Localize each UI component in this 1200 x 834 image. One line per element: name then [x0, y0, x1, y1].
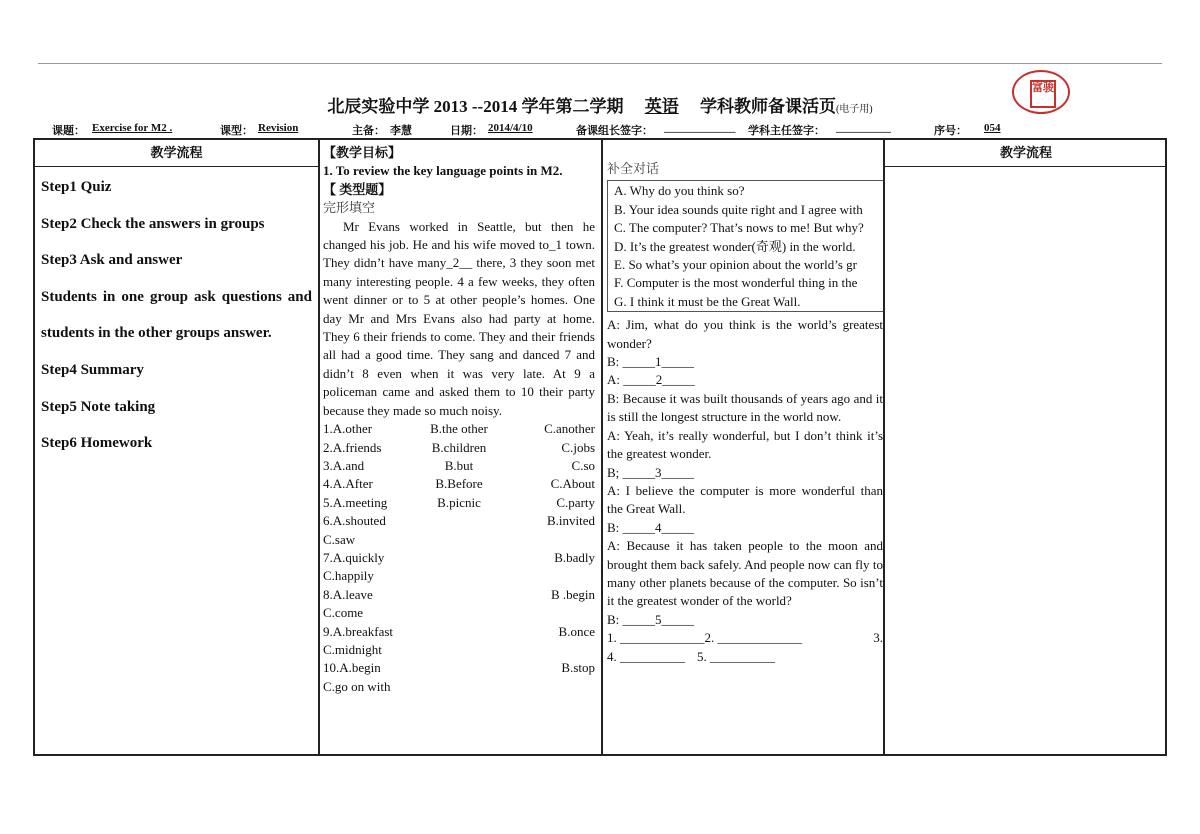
option-cell: B.children	[431, 439, 487, 455]
choice-item: C. The computer? That’s nows to me! But why?	[614, 220, 864, 236]
option-cell: C.jobs	[561, 439, 596, 455]
option-cell: C.so	[571, 457, 596, 473]
type-value: Revision	[258, 122, 299, 134]
type-label: 课型：	[220, 125, 253, 137]
option-row	[323, 549, 595, 567]
column-divider	[318, 140, 320, 754]
option-cell: 8.A.leave	[323, 586, 373, 602]
answer-blank: 5. __________	[697, 648, 775, 664]
topic-label: 课题：	[52, 125, 85, 137]
option-cell: B.badly	[554, 549, 596, 565]
option-cell: C.party	[556, 494, 596, 510]
answer-blank: 3.	[873, 630, 883, 646]
lesson-table	[33, 138, 1167, 756]
dialogue-line: A: I believe the computer is more wonderful than the Great Wall.	[607, 482, 883, 517]
option-cell	[504, 678, 595, 696]
answer-blank: 4. __________	[607, 648, 685, 664]
step-item: Step1 Quiz	[41, 179, 112, 195]
type-label: 【 类型题】	[323, 181, 392, 197]
option-cell	[414, 586, 505, 604]
option-row	[323, 604, 595, 622]
option-cell	[414, 678, 505, 696]
option-row	[323, 457, 595, 475]
option-row	[323, 512, 595, 530]
choice-item: A. Why do you think so?	[614, 183, 745, 199]
option-cell: 2.A.friends	[323, 439, 382, 455]
cloze-options	[323, 420, 595, 696]
no-value: 054	[984, 122, 1001, 134]
date-label: 日期：	[450, 125, 483, 137]
option-cell: B.invited	[546, 513, 596, 529]
step3-description: Students in one group ask questions and students in the other groups answer.	[41, 288, 312, 342]
choice-item: E. So what’s your opinion about the world’s gr	[614, 257, 858, 273]
topic-value: Exercise for M2 .	[92, 122, 173, 134]
step-item: Step6 Homework	[41, 435, 153, 452]
option-cell	[414, 659, 505, 677]
option-cell	[414, 531, 505, 549]
option-cell: 9.A.breakfast	[323, 623, 394, 639]
top-rule	[38, 63, 1162, 64]
option-cell: 1.A.other	[323, 421, 373, 437]
option-cell	[414, 567, 505, 585]
dialogue-line: B: _____1_____	[607, 354, 695, 370]
goal-text: 1. To review the key language points in M2.	[323, 163, 563, 179]
goal-label: 【教学目标】	[323, 145, 402, 160]
dialogue-line: A: Yeah, it’s really wonderful, but I don’t think it’s the greatest wonder.	[607, 427, 883, 462]
option-cell: B.the other	[430, 421, 488, 437]
column-divider	[601, 140, 603, 754]
option-cell: 7.A.quickly	[323, 549, 385, 565]
option-cell	[504, 567, 595, 585]
choice-item: B. Your idea sounds quite right and I agree with	[614, 201, 863, 217]
option-cell	[504, 604, 595, 622]
option-cell: B.picnic	[437, 494, 481, 510]
step-item: Step2 Check the answers in groups	[41, 215, 265, 232]
option-cell: 5.A.meeting	[323, 494, 388, 510]
option-row	[323, 420, 595, 438]
answer-blank: 2. _____________	[704, 630, 802, 646]
answer-row	[607, 629, 883, 647]
title-note: (电子用)	[835, 104, 873, 115]
option-row	[323, 586, 595, 604]
dialogue-line: B: Because it was built thousands of years ago and it is still the longest structure in the world now.	[607, 390, 883, 425]
page-title: 北辰实验中学 2013 --2014 学年第二学期 英语 学科教师备课活页(电子用)	[327, 97, 873, 116]
col4-header: 教学流程	[999, 145, 1052, 160]
option-row	[323, 531, 595, 549]
choice-item: D. It’s the greatest wonder(奇观) in the world.	[614, 238, 856, 254]
option-cell: C.come	[323, 605, 364, 621]
header-rule	[885, 166, 1165, 167]
leader-label: 备课组长签字：	[576, 125, 653, 137]
option-cell: C.About	[550, 476, 596, 492]
option-cell	[414, 604, 505, 622]
option-cell: 4.A.After	[323, 476, 373, 492]
option-cell: B.but	[444, 457, 474, 473]
choice-box	[607, 180, 883, 312]
author-value: 李慧	[390, 125, 412, 137]
option-cell: B .begin	[550, 586, 596, 602]
school-seal-logo	[1012, 70, 1070, 114]
option-cell: 6.A.shouted	[323, 513, 386, 529]
dialogue-line: B: _____4_____	[607, 519, 695, 535]
option-cell	[504, 641, 595, 659]
director-sign: __________	[836, 122, 891, 134]
dialogue	[607, 316, 883, 629]
date-value: 2014/4/10	[488, 122, 533, 134]
option-row	[323, 641, 595, 659]
option-cell: 10.A.begin	[323, 660, 381, 676]
choice-item: G. I think it must be the Great Wall.	[614, 293, 801, 309]
step-item: Step3 Ask and answer	[41, 252, 183, 269]
option-row	[323, 659, 595, 677]
option-cell	[414, 512, 505, 530]
column-divider	[883, 140, 885, 754]
dialogue-column	[607, 160, 883, 666]
dialogue-line: A: _____2_____	[607, 372, 695, 388]
answer-row	[607, 648, 883, 666]
option-cell	[414, 549, 505, 567]
dialogue-line: B; _____3_____	[607, 464, 695, 480]
option-cell	[414, 623, 505, 641]
option-row	[323, 678, 595, 696]
step-item: Step4 Summary	[41, 361, 144, 378]
leader-sign: _____________	[664, 122, 736, 134]
section-title: 补全对话	[607, 161, 660, 176]
option-cell: C.go on with	[323, 678, 391, 694]
option-row	[323, 475, 595, 493]
option-cell: C.another	[544, 421, 596, 437]
dialogue-line: A: Because it has taken people to the moon and brought them back safely. And people now can fly to many other planets because of the computer. So isn’t it the greatest wonder of the world?	[607, 538, 883, 609]
col1-header: 教学流程	[150, 145, 203, 160]
option-cell: B.stop	[561, 660, 596, 676]
option-cell: C.saw	[323, 531, 356, 547]
option-row	[323, 439, 595, 457]
header-rule	[35, 166, 318, 167]
choice-item: F. Computer is the most wonderful thing in the	[614, 275, 858, 291]
director-label: 学科主任签字：	[748, 125, 825, 137]
cloze-column	[323, 144, 595, 696]
option-row	[323, 494, 595, 512]
option-row	[323, 623, 595, 641]
cloze-passage: Mr Evans worked in Seattle, but then he changed his job. He and his wife moved to_1 town. They didn’t have many_2__ there, 3 they soon met many interesting people. 4 a few weeks, they often went dinner or to 5 at other people’s homes. One day Mr and Mrs Evans also had party at home. They 6 their friends to come. They and their friends all had a good time. They sang and danced 7 and didn’t 8 even when it was very late. At 9 a policeman came and asked them to 10 their party because they made so much noisy.	[323, 218, 595, 418]
answer-blank: 1. _____________	[607, 630, 705, 646]
dialogue-line: B: _____5_____	[607, 611, 695, 627]
option-cell: C.happily	[323, 568, 374, 584]
option-cell: B.once	[558, 623, 596, 639]
option-cell	[414, 641, 505, 659]
option-row	[323, 567, 595, 585]
author-label: 主备：	[352, 125, 385, 137]
steps-column	[41, 169, 312, 462]
option-cell: C.midnight	[323, 641, 382, 657]
seal-text: 富骏	[1030, 80, 1056, 108]
option-cell	[504, 531, 595, 549]
step-item: Step5 Note taking	[41, 398, 156, 415]
option-cell: B.Before	[435, 476, 483, 492]
subject: 英语	[644, 97, 679, 116]
no-label: 序号：	[934, 125, 967, 137]
type-text: 完形填空	[323, 200, 376, 216]
dialogue-line: A: Jim, what do you think is the world’s greatest wonder?	[607, 317, 883, 351]
option-cell: 3.A.and	[323, 457, 365, 473]
